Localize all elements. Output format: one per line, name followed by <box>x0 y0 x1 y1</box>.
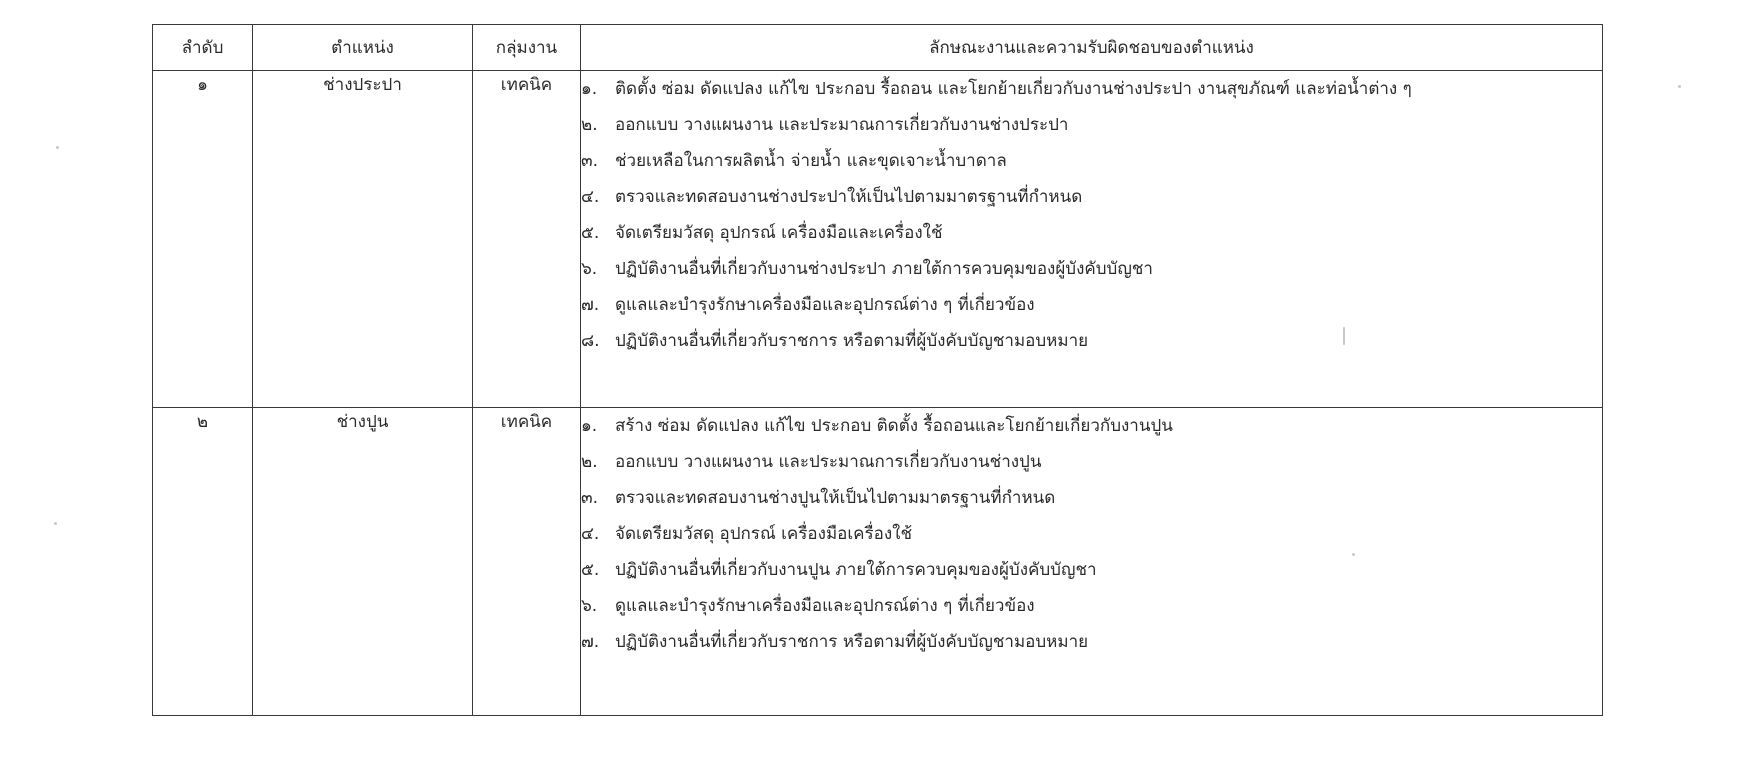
item-text: ดูแลและบำรุงรักษาเครื่องมือและอุปกรณ์ต่าง ๆ ที่เกี่ยวข้อง <box>615 295 1035 315</box>
item-text: ช่วยเหลือในการผลิตน้ำ จ่ายน้ำ และขุดเจาะน้ำบาดาล <box>615 151 1007 171</box>
duty-list <box>581 408 1602 660</box>
item-text: ออกแบบ วางแผนงาน และประมาณการเกี่ยวกับงานช่างปูน <box>615 452 1042 472</box>
row-group: เทคนิค <box>473 71 581 408</box>
list-item <box>581 71 1602 107</box>
row-no: ๒ <box>153 408 253 716</box>
list-item <box>581 480 1602 516</box>
table-header-row <box>153 25 1603 71</box>
list-item <box>581 552 1602 588</box>
list-item <box>581 143 1602 179</box>
item-text: ปฏิบัติงานอื่นที่เกี่ยวกับราชการ หรือตามที่ผู้บังคับบัญชามอบหมาย <box>615 632 1089 652</box>
row-duties <box>581 408 1603 716</box>
header-duties: ลักษณะงานและความรับผิดชอบของตำแหน่ง <box>581 25 1603 71</box>
header-no: ลำดับ <box>153 25 253 71</box>
header-position: ตำแหน่ง <box>253 25 473 71</box>
item-number: ๓. <box>581 488 599 508</box>
item-number: ๑. <box>581 416 598 436</box>
item-text: ปฏิบัติงานอื่นที่เกี่ยวกับงานปูน ภายใต้การควบคุมของผู้บังคับบัญชา <box>615 560 1097 580</box>
list-item <box>581 588 1602 624</box>
list-item <box>581 624 1602 660</box>
item-number: ๘. <box>581 331 600 351</box>
item-number: ๓. <box>581 151 599 171</box>
row-no: ๑ <box>153 71 253 408</box>
list-item <box>581 408 1602 444</box>
list-item <box>581 287 1602 323</box>
item-number: ๗. <box>581 632 600 652</box>
scan-speck <box>1678 85 1681 88</box>
item-number: ๗. <box>581 295 600 315</box>
scan-speck <box>54 522 57 525</box>
scan-speck <box>1343 327 1345 345</box>
job-duties-table <box>152 24 1603 716</box>
item-text: ปฏิบัติงานอื่นที่เกี่ยวกับงานช่างประปา ภายใต้การควบคุมของผู้บังคับบัญชา <box>615 259 1153 279</box>
list-item <box>581 215 1602 251</box>
item-number: ๕. <box>581 223 600 243</box>
item-text: จัดเตรียมวัสดุ อุปกรณ์ เครื่องมือเครื่องใช้ <box>615 524 913 544</box>
header-group: กลุ่มงาน <box>473 25 581 71</box>
item-text: ตรวจและทดสอบงานช่างประปาให้เป็นไปตามมาตรฐานที่กำหนด <box>615 187 1083 207</box>
list-item <box>581 179 1602 215</box>
table-row <box>153 408 1603 716</box>
list-item <box>581 444 1602 480</box>
list-item <box>581 323 1602 359</box>
list-item <box>581 251 1602 287</box>
item-text: ดูแลและบำรุงรักษาเครื่องมือและอุปกรณ์ต่าง ๆ ที่เกี่ยวข้อง <box>615 596 1035 616</box>
item-text: ออกแบบ วางแผนงาน และประมาณการเกี่ยวกับงานช่างประปา <box>615 115 1069 135</box>
item-number: ๖. <box>581 596 598 616</box>
row-position: ช่างประปา <box>253 71 473 408</box>
duty-list <box>581 71 1602 359</box>
item-number: ๖. <box>581 259 598 279</box>
item-text: ตรวจและทดสอบงานช่างปูนให้เป็นไปตามมาตรฐานที่กำหนด <box>615 488 1056 508</box>
row-duties <box>581 71 1603 408</box>
scan-speck <box>56 146 59 149</box>
item-number: ๑. <box>581 79 598 99</box>
item-number: ๒. <box>581 115 598 135</box>
row-position: ช่างปูน <box>253 408 473 716</box>
item-number: ๔. <box>581 524 600 544</box>
list-item <box>581 516 1602 552</box>
table-row <box>153 71 1603 408</box>
item-text: จัดเตรียมวัสดุ อุปกรณ์ เครื่องมือและเครื่องใช้ <box>615 223 943 243</box>
row-group: เทคนิค <box>473 408 581 716</box>
item-text: ติดตั้ง ซ่อม ดัดแปลง แก้ไข ประกอบ รื้อถอน และโยกย้ายเกี่ยวกับงานช่างประปา งานสุขภัณฑ์ และท่อน้ำต่าง ๆ <box>615 79 1412 99</box>
scan-speck <box>1352 553 1355 556</box>
item-text: ปฏิบัติงานอื่นที่เกี่ยวกับราชการ หรือตามที่ผู้บังคับบัญชามอบหมาย <box>615 331 1089 351</box>
item-number: ๔. <box>581 187 600 207</box>
item-number: ๒. <box>581 452 598 472</box>
item-number: ๕. <box>581 560 600 580</box>
item-text: สร้าง ซ่อม ดัดแปลง แก้ไข ประกอบ ติดตั้ง รื้อถอนและโยกย้ายเกี่ยวกับงานปูน <box>615 416 1173 436</box>
list-item <box>581 107 1602 143</box>
